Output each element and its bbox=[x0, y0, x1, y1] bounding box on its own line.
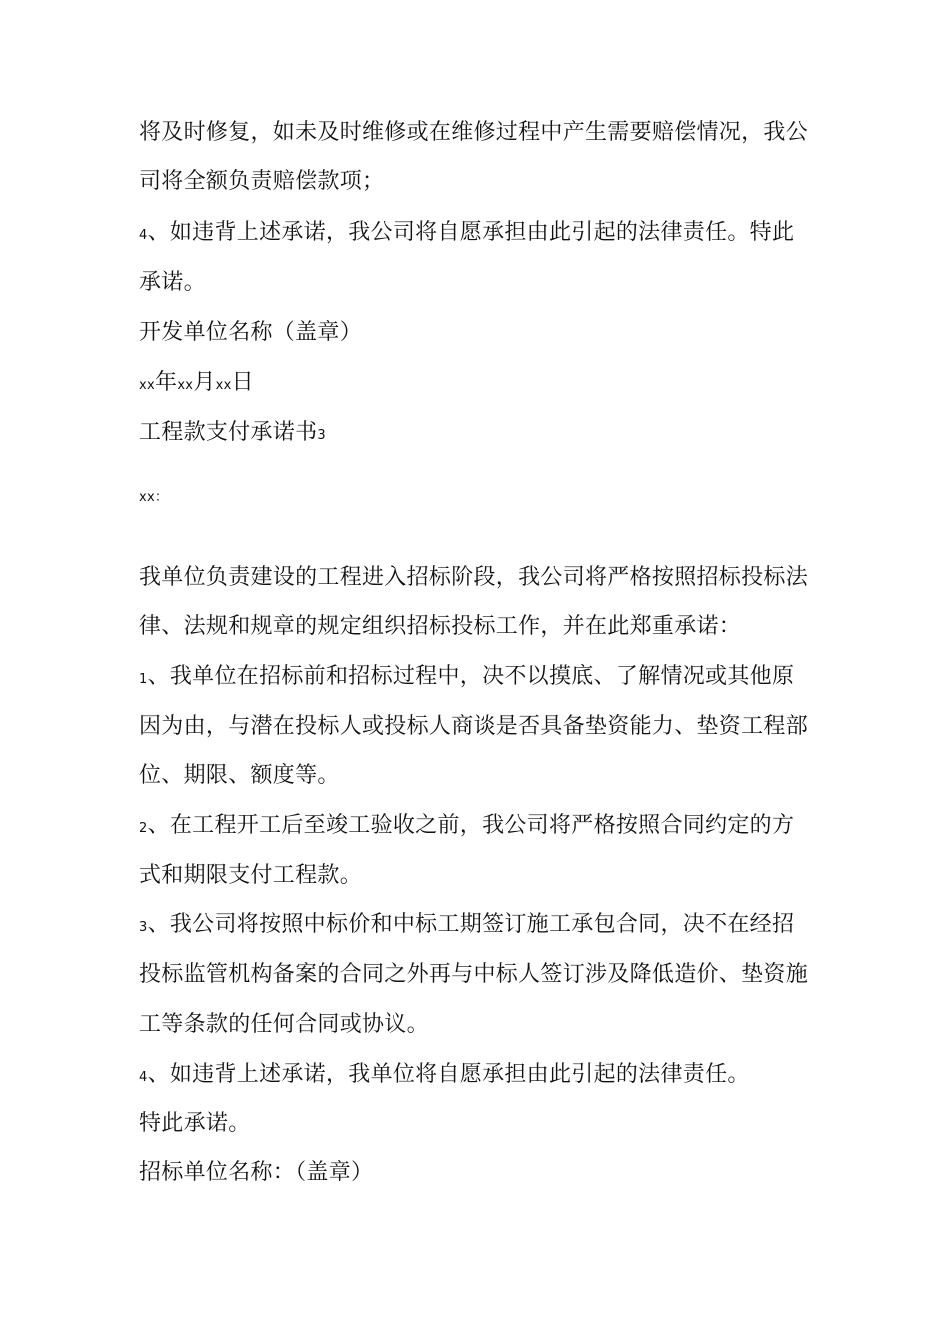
item-3-line-3: 工等条款的任何合同或协议。 bbox=[139, 1012, 429, 1037]
paragraph-line: 将及时修复，如未及时维修或在维修过程中产生需要赔偿情况，我公 bbox=[139, 120, 809, 145]
paragraph-line: 司将全额负责赔偿款项； bbox=[139, 169, 385, 194]
section-title-number: 3 bbox=[317, 428, 326, 443]
item-1-line-1 bbox=[139, 662, 794, 695]
addressee-colon: ： bbox=[155, 490, 169, 505]
signer-line: 开发单位名称（盖章） bbox=[139, 320, 363, 345]
item-4-line-2: 承诺。 bbox=[139, 270, 206, 295]
addressee-line bbox=[139, 480, 168, 513]
signer-line: 招标单位名称：（盖章） bbox=[139, 1160, 374, 1185]
item-text: 、如违背上述承诺，我公司将自愿承担由此引起的法律责任。特此 bbox=[147, 220, 795, 245]
addressee-name: xx bbox=[139, 490, 155, 505]
item-3-line-1 bbox=[139, 910, 794, 943]
item-text: 、我单位在招标前和招标过程中，决不以摸底、了解情况或其他原 bbox=[147, 664, 795, 689]
item-number: 1 bbox=[139, 672, 148, 687]
date-year-label: 年 bbox=[155, 370, 178, 395]
item-text: 、如违背上述承诺，我单位将自愿承担由此引起的法律责任。 bbox=[147, 1062, 750, 1087]
closing-line: 特此承诺。 bbox=[139, 1111, 251, 1136]
item-3-line-2: 投标监管机构备案的合同之外再与中标人签订涉及降低造价、垫资施 bbox=[139, 962, 809, 987]
item-text: 、我公司将按照中标价和中标工期签订施工承包合同，决不在经招 bbox=[147, 912, 795, 937]
date-day-label: 日 bbox=[231, 370, 254, 395]
item-number: 4 bbox=[139, 1070, 148, 1085]
item-number: 4 bbox=[139, 228, 148, 243]
date-month-label: 月 bbox=[193, 370, 216, 395]
intro-line: 律、法规和规章的规定组织招标投标工作，并在此郑重承诺： bbox=[139, 614, 742, 639]
date-year: xx bbox=[139, 378, 155, 393]
date-day: xx bbox=[215, 378, 232, 393]
item-2-line-1 bbox=[139, 811, 794, 844]
item-1-line-3: 位、期限、额度等。 bbox=[139, 763, 340, 788]
intro-line: 我单位负责建设的工程进入招标阶段，我公司将严格按照招标投标法 bbox=[139, 565, 809, 590]
item-1-line-2: 因为由，与潜在投标人或投标人商谈是否具备垫资能力、垫资工程部 bbox=[139, 714, 809, 739]
section-title bbox=[139, 418, 326, 451]
item-2-line-2: 式和期限支付工程款。 bbox=[139, 863, 363, 888]
item-number: 3 bbox=[139, 920, 148, 935]
date-line bbox=[139, 368, 254, 401]
item-4-final-line bbox=[139, 1060, 750, 1093]
item-number: 2 bbox=[139, 821, 148, 836]
item-text: 、在工程开工后至竣工验收之前，我公司将严格按照合同约定的方 bbox=[147, 813, 795, 838]
section-title-text: 工程款支付承诺书 bbox=[139, 420, 318, 445]
item-4-line-1 bbox=[139, 218, 794, 251]
date-month: xx bbox=[177, 378, 194, 393]
